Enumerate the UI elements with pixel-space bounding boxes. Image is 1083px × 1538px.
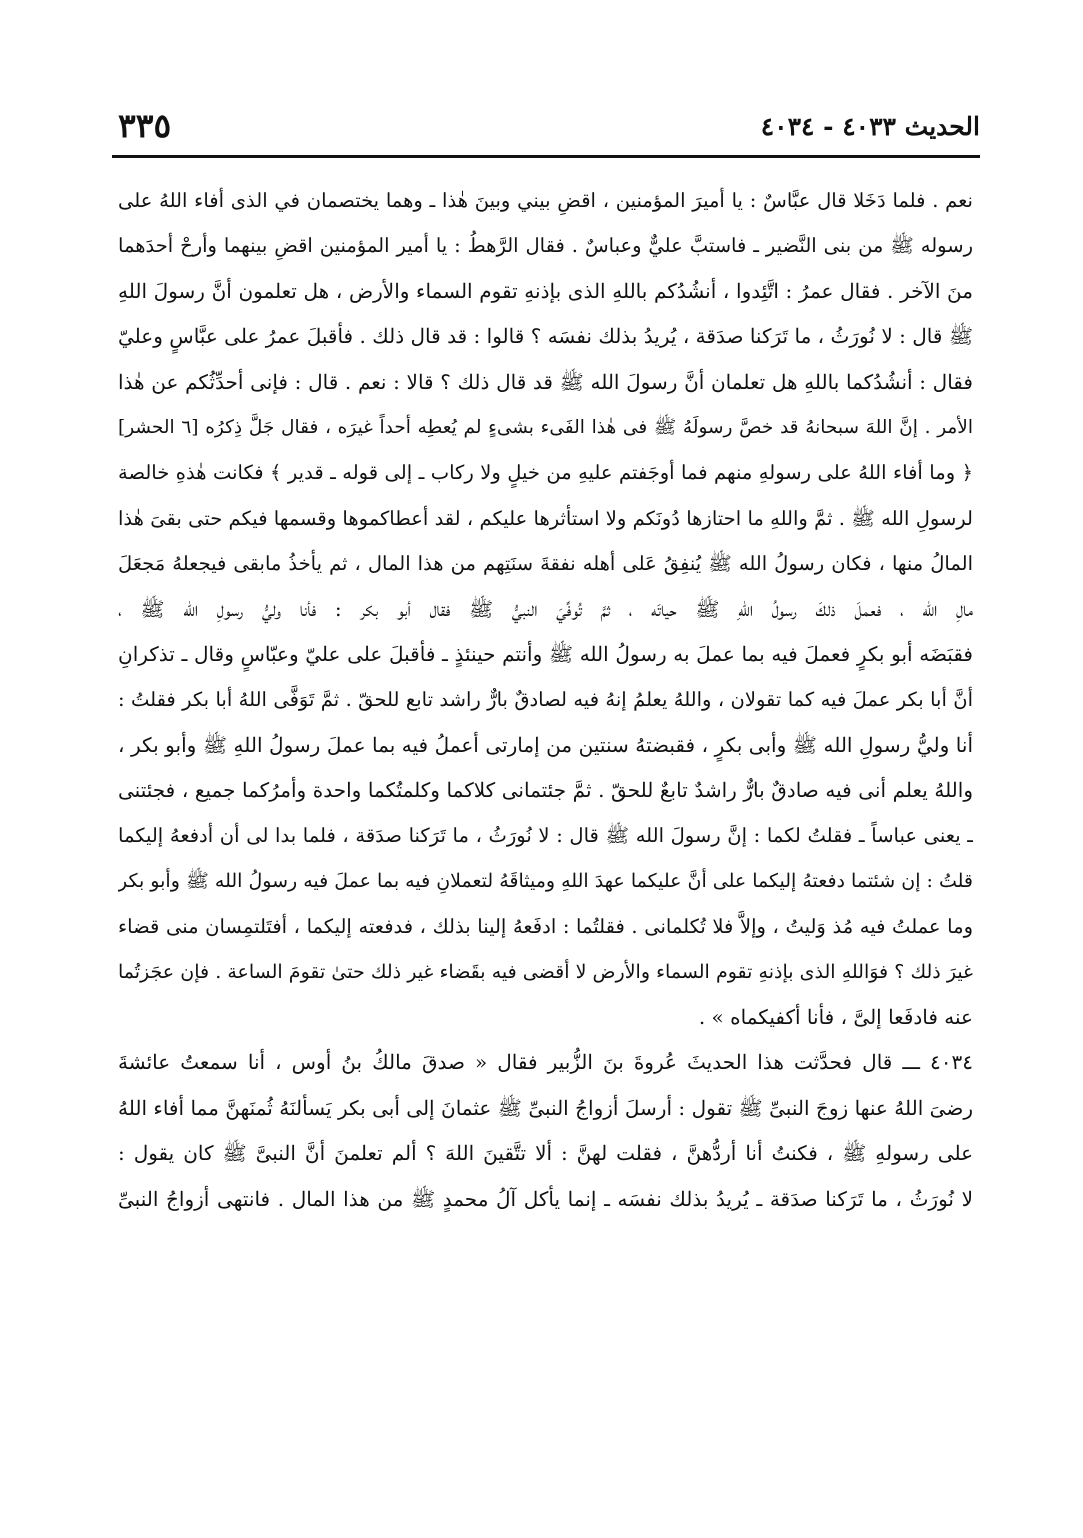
text-line: فقبَضَه أبو بكرٍ فعملَ فيه بما عملَ به رسولُ الله ﷺ وأنتم حينئذٍ ـ فأقبلَ على عليّ وعبّاسٍ وقال ـ تذكرانِ: [118, 641, 973, 666]
text-line: منَ الآخر . فقال عمرُ : اتَّئِدوا ، أنشُدُكم باللهِ الذى بإذنهِ تقوم السماء والأرض ، هل تعلمون أنَّ رسولَ اللهِ: [118, 278, 973, 303]
text-line: الأمر . إنَّ اللهَ سبحانهُ قد خصَّ رسولَهُ ﷺ فى هٰذا الفَىء بشىءٍ لم يُعطِه أحداً غيرَه ، فقال جَلَّ ذِكرُه [٦ الحشر]: [118, 416, 973, 438]
running-title: الحديث ٤٠٣٣ - ٤٠٣٤: [760, 112, 980, 141]
text-line: ـ يعنى عباساً ـ فقلتُ لكما : إنَّ رسولَ الله ﷺ قال : لا نُورَثُ ، ما تَرَكنا صدَقة ، فلما بدا لى أن أدفعهُ إليكما: [118, 824, 973, 848]
text-line: واللهُ يعلم أنى فيه صادقٌ بارٌّ راشدٌ تابعٌ للحقّ . ثمَّ جئتمانى كلاكما وكلمتُكما واحدة وأمرُكما جميع ، فجئتنى: [118, 778, 973, 803]
hadith-4034-opening-line: ٤٠٣٤ ـــ قال فحدَّثت هذا الحديثَ عُروةَ بنَ الزُّبير فقال « صدقَ مالكُ بنُ أوس ، أنا سمعتُ عائشةَ: [118, 1050, 973, 1075]
text-line: ﴿ وما أفاء اللهُ على رسولهِ منهم فما أوجَفتم عليهِ من خيلٍ ولا ركاب ـ إلى قوله ـ قدير ﴾ فكانت هٰذهِ خالصة: [118, 461, 973, 485]
text-line: غيرَ ذلك ؟ فوَاللهِ الذى بإذنهِ تقوم السماء والأرض لا أقضى فيه بقَضاء غير ذلك حتىٰ تقومَ الساعة . فإن عجَزتُما: [118, 960, 973, 983]
text-line: نعم . فلما دَخَلا قال عبَّاسٌ : يا أميرَ المؤمنين ، اقضِ بيني وبينَ هٰذا ـ وهما يختصمان في الذى أفاء اللهُ على: [118, 189, 973, 212]
text-line: مالِ الله ، فعملَ ذلكَ رسولُ اللهِ ﷺ حياتَه ، ثمَّ تُوفِّيَ النبيُّ ﷺ فقال أبو بكر : فأنا وليُّ رسولِ الله ﷺ ،: [118, 596, 973, 621]
text-line: على رسولهِ ﷺ ، فكنتُ أنا أردُّهنَّ ، فقلت لهنَّ : ألا تتَّقينَ اللهَ ؟ ألم تعلمنَ أنَّ النبىَّ ﷺ كان يقول :: [118, 1141, 973, 1166]
text-line: أنا وليُّ رسولِ الله ﷺ وأبى بكرٍ ، فقبضتهُ سنتين من إمارتى أعملُ فيه بما عملَ رسولُ اللهِ ﷺ وأبو بكر ،: [118, 732, 973, 757]
page-number: ٣٣٥: [118, 106, 172, 145]
page-header: [112, 100, 980, 150]
text-line: رضىَ اللهُ عنها زوجَ النبىِّ ﷺ تقول : أرسلَ أزواجُ النبىِّ ﷺ عثمانَ إلى أبى بكر يَسألنَهُ ثُمنَهنَّ مما أفاء اللهُ: [118, 1095, 973, 1120]
text-line: المالُ منها ، فكان رسولُ الله ﷺ يُنفِقُ عَلى أهله نفقةَ سنَتِهم من هذا المال ، ثم يأخذُ مابقى فيجعلهُ مَجعَلَ: [118, 552, 973, 576]
text-line: لرسولِ الله ﷺ . ثمَّ واللهِ ما احتازها دُونَكم ولا استأثرها عليكم ، لقد أعطاكموها وقسمها فيكم حتى بقىَ هٰذا: [118, 506, 973, 530]
text-line: فقال : أنشُدُكما باللهِ هل تعلمان أنَّ رسولَ الله ﷺ قد قال ذلك ؟ قالا : نعم . قال : فإنى أحدِّثُكم عن هٰذا: [118, 369, 973, 394]
header-rule: [112, 155, 980, 158]
text-line: قلتُ : إن شئتما دفعتهُ إليكما على أنَّ عليكما عهدَ اللهِ وميثاقَهُ لتعملانِ فيه بما عملَ فيه رسولُ الله ﷺ وأبو بكر: [118, 869, 973, 892]
text-line: أنَّ أبا بكر عملَ فيه كما تقولان ، واللهُ يعلمُ إنهُ فيه لصادقٌ بارٌّ راشد تابع للحقّ . ثمَّ تَوَفَّى اللهُ أبا بكر فقلتُ :: [118, 688, 973, 712]
text-line: ﷺ قال : لا نُورَثُ ، ما تَرَكنا صدَقة ، يُريدُ بذلك نفسَه ؟ قالوا : قد قال ذلك . فأقبلَ عمرُ على عبَّاسٍ وعليّ: [118, 324, 973, 349]
text-line: وما عملتُ فيه مُذ وَليتُ ، وإلاَّ فلا تُكلمانى . فقلتُما : ادفَعهُ إلينا بذلك ، فدفعته إليكما ، أفتَلتمِسان منى قضاء: [118, 915, 973, 939]
hadith-text-body: [118, 178, 973, 1222]
text-line: عنه فادفَعا إلىَّ ، فأنا أكفيكماه » .: [698, 1005, 973, 1030]
text-line: رسوله ﷺ من بنى النَّضير ـ فاستبَّ عليٌّ وعباسٌ . فقال الرَّهطُ : يا أمير المؤمنين اقضِ بينهما وأرحْ أحدَهما: [118, 234, 973, 258]
text-line: لا نُورَثُ ، ما تَرَكنا صدَقة ـ يُريدُ بذلك نفسَه ـ إنما يأكل آلُ محمدٍ ﷺ من هذا المال . فانتهى أزواجُ النبىِّ: [118, 1186, 973, 1211]
